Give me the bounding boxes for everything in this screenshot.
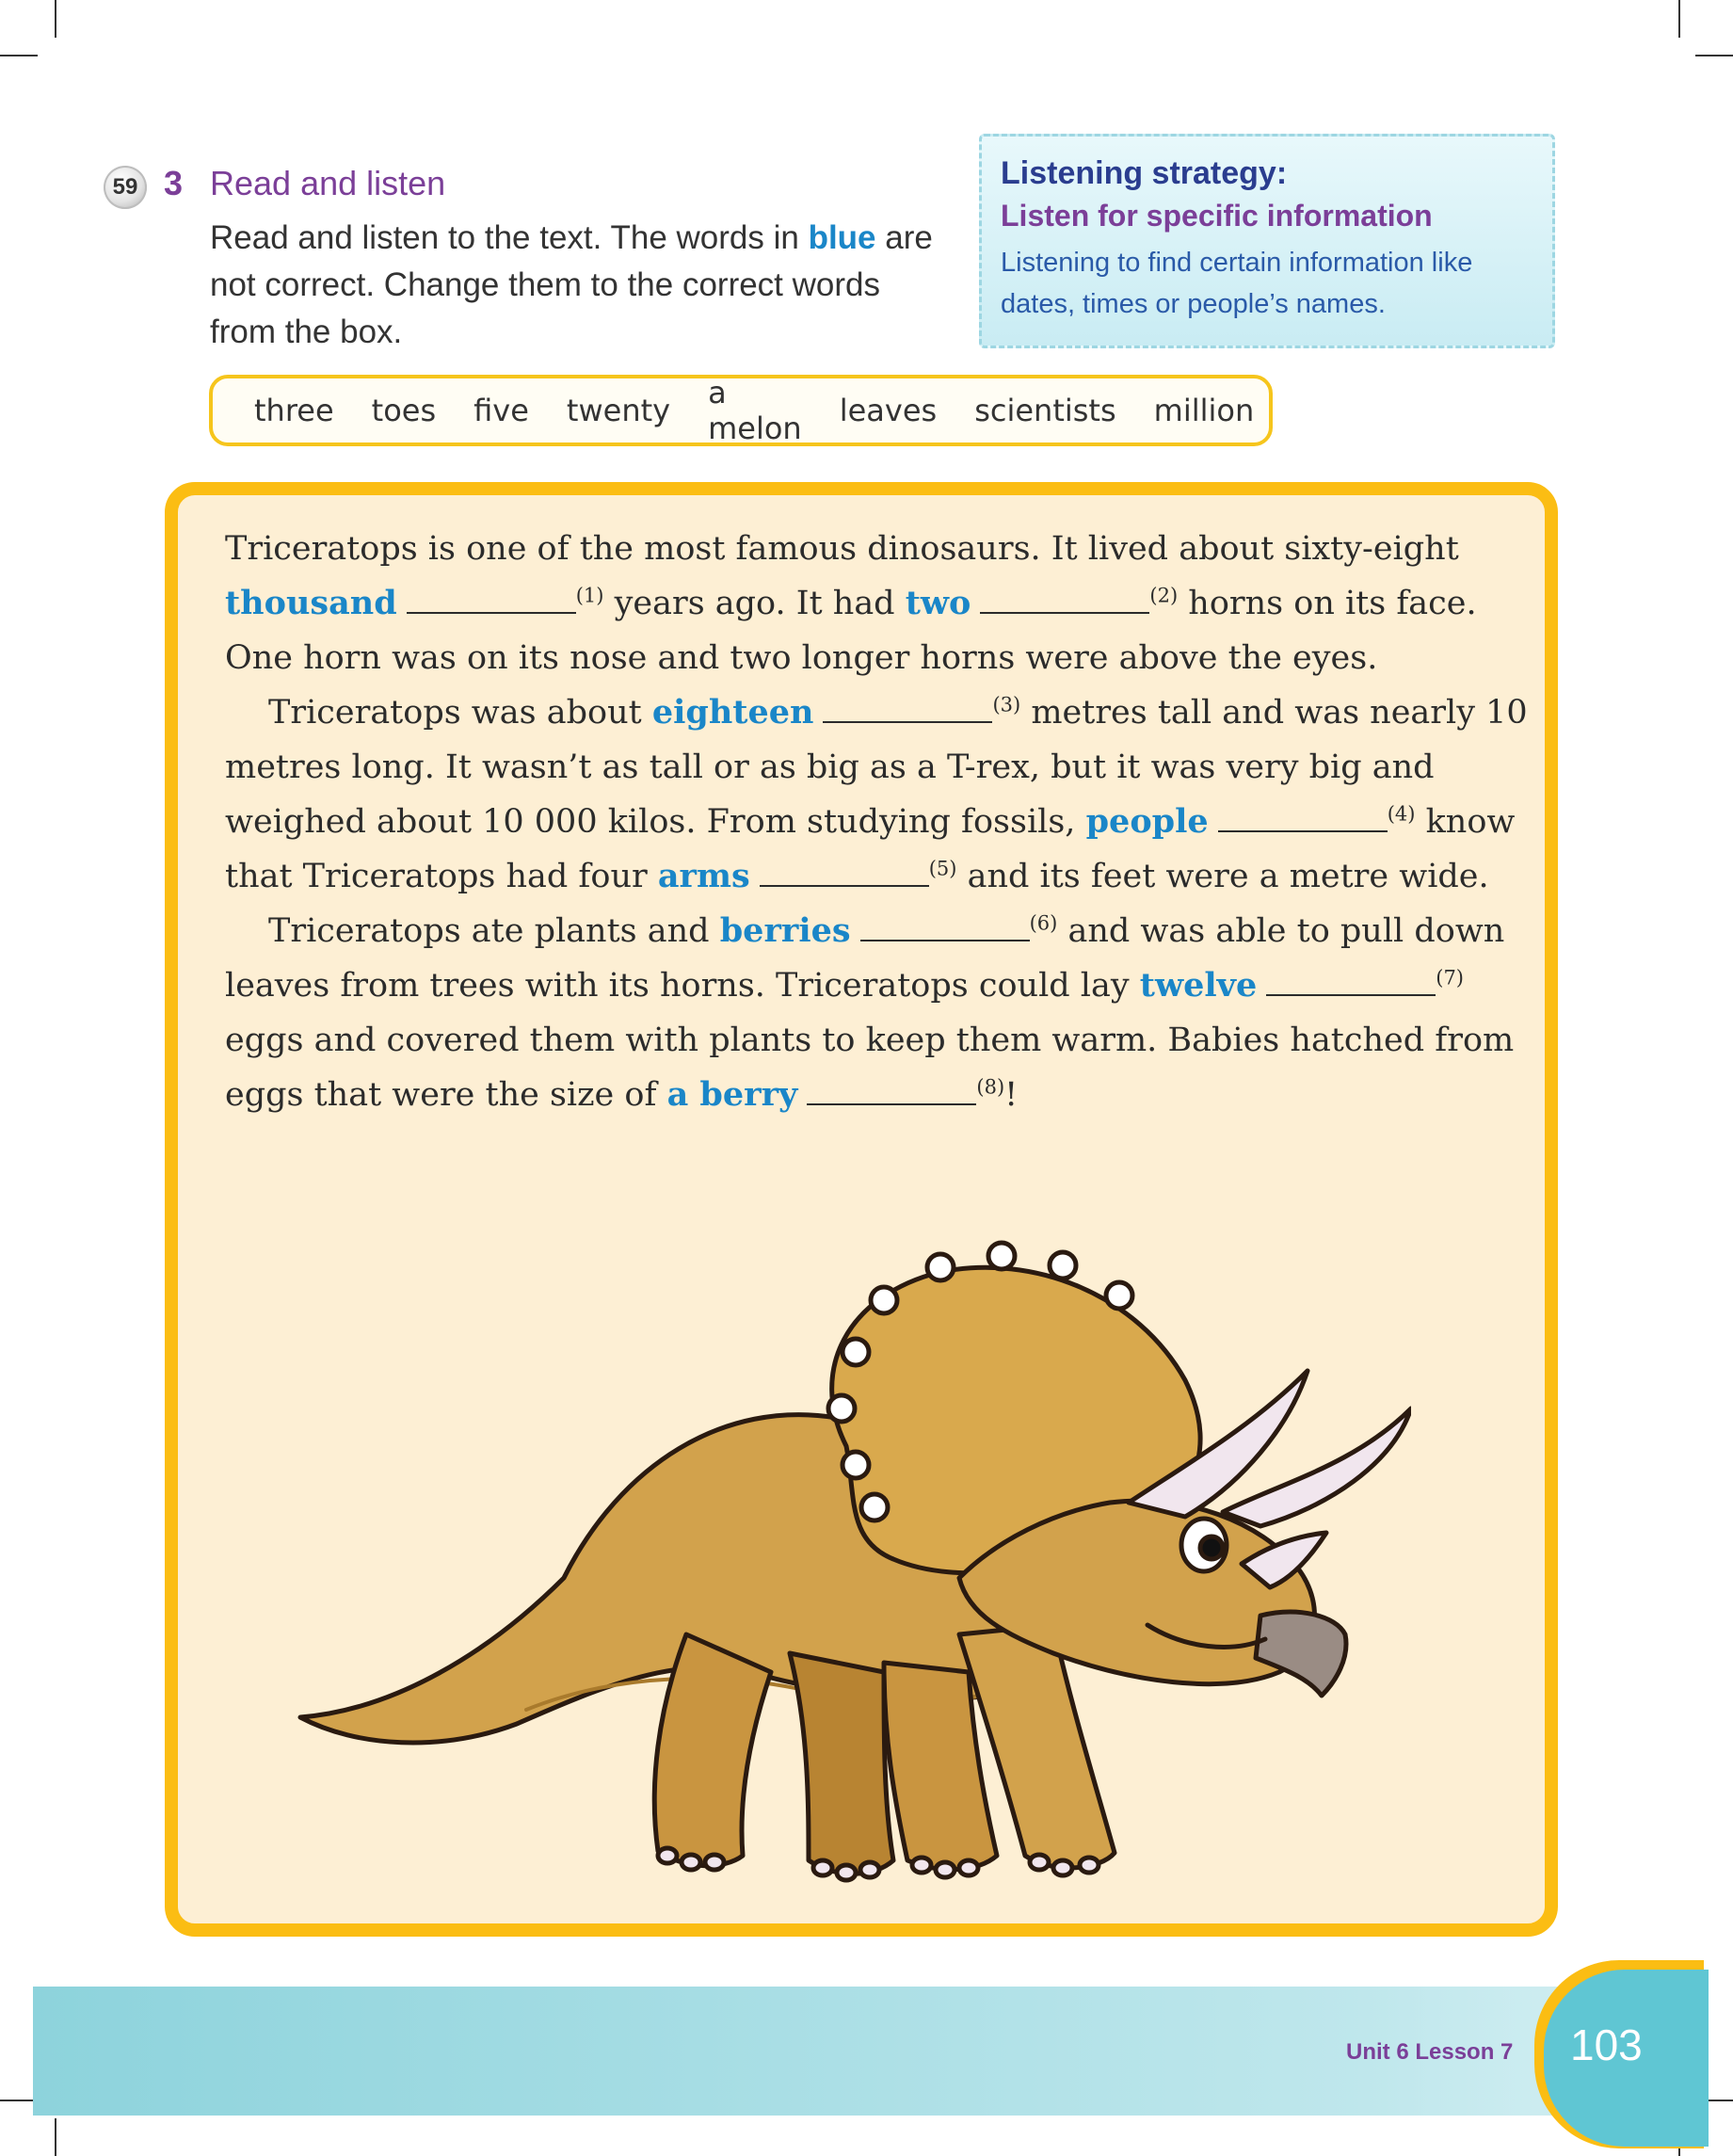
story-text: [225, 522, 1533, 1122]
story-text-run: years ago. It had: [614, 585, 895, 622]
dino-back-leg-far: [790, 1653, 893, 1874]
answer-blank[interactable]: [1266, 968, 1436, 996]
answer-blank[interactable]: [760, 859, 929, 887]
crop-mark: [55, 2118, 56, 2156]
story-text-run: horns on its face. One horn was on its nose and two longer horns were above the eyes.: [225, 585, 1477, 677]
story-text-run: eggs and covered them with plants to keep them warm. Babies hatched from eggs that were the size of: [225, 1022, 1515, 1114]
exercise-number: 3: [164, 164, 184, 202]
track-number: 59: [112, 174, 138, 200]
word-option[interactable]: twenty: [566, 393, 671, 428]
blank-number: (5): [928, 857, 957, 880]
incorrect-word: twelve: [1139, 966, 1258, 1005]
story-text-run: metres tall and was nearly 10 metres long. It wasn’t as tall or as big as a T-rex, but it was very big and weighed about 10 000 kilos. From studying fossils,: [225, 694, 1528, 841]
incorrect-word: arms: [657, 857, 750, 895]
word-option[interactable]: leaves: [839, 393, 938, 428]
strategy-title: Listening strategy:: [1001, 155, 1288, 191]
story-text-run: Triceratops was about: [268, 694, 642, 732]
strategy-subtitle: Listen for specific information: [1001, 199, 1433, 233]
story-text-run: !: [1004, 1076, 1019, 1114]
story-text-run: Triceratops is one of the most famous dinosaurs. It lived about sixty-eight: [225, 530, 1459, 568]
word-option[interactable]: million: [1153, 393, 1255, 428]
blank-number: (6): [1029, 911, 1058, 935]
exercise-title: Read and listen: [210, 164, 446, 202]
instructions: [210, 215, 954, 356]
story-paragraph: [225, 685, 1533, 904]
story-paragraph: [225, 522, 1533, 685]
blank-number: (3): [992, 693, 1021, 716]
triceratops-illustration: [281, 1183, 1411, 1926]
incorrect-word: eighteen: [651, 693, 814, 732]
answer-blank[interactable]: [860, 913, 1030, 941]
audio-track-icon[interactable]: [104, 166, 147, 209]
unit-lesson-label: Unit 6 Lesson 7: [1346, 2039, 1514, 2065]
strategy-box: [979, 134, 1555, 348]
blank-number: (1): [575, 584, 604, 607]
crop-mark: [0, 55, 38, 56]
incorrect-word: a berry: [666, 1075, 798, 1114]
answer-blank[interactable]: [980, 586, 1149, 614]
reading-panel: [165, 482, 1558, 1937]
crop-mark: [1678, 0, 1680, 38]
dino-beak: [1256, 1612, 1346, 1696]
incorrect-word: thousand: [225, 584, 397, 622]
story-text-run: and was able to pull down leaves from trees with its horns. Triceratops could lay: [225, 912, 1505, 1005]
instructions-blue-word: blue: [808, 219, 876, 256]
word-option[interactable]: scientists: [974, 393, 1116, 428]
crop-mark: [55, 0, 56, 38]
story-text-run: know that Triceratops had four: [225, 803, 1516, 895]
word-option[interactable]: three: [254, 393, 334, 428]
incorrect-word: people: [1085, 802, 1209, 841]
incorrect-word: two: [905, 584, 971, 622]
incorrect-word: berries: [719, 911, 851, 950]
answer-blank[interactable]: [823, 695, 992, 723]
exercise-header: [104, 162, 951, 218]
blank-number: (4): [1387, 802, 1416, 826]
crop-mark: [0, 2100, 38, 2101]
answer-blank[interactable]: [407, 586, 576, 614]
story-text-run: and its feet were a metre wide.: [967, 858, 1489, 895]
crop-mark: [1695, 55, 1733, 56]
story-paragraph: [225, 904, 1533, 1122]
blank-number: (7): [1436, 966, 1464, 990]
word-box: [209, 375, 1273, 446]
answer-blank[interactable]: [1218, 804, 1388, 832]
page-number: 103: [1570, 2020, 1643, 2069]
word-option[interactable]: five: [473, 393, 529, 428]
word-option[interactable]: toes: [371, 393, 437, 428]
answer-blank[interactable]: [807, 1077, 976, 1105]
instructions-text: are not correct. Change them to the correct words from the box.: [210, 219, 933, 350]
word-option[interactable]: a melon: [708, 375, 802, 446]
blank-number: (2): [1149, 584, 1179, 607]
story-text-run: Triceratops ate plants and: [268, 912, 710, 950]
blank-number: (8): [976, 1075, 1005, 1099]
instructions-text: Read and listen to the text. The words in: [210, 219, 799, 256]
strategy-description: Listening to find certain information like dates, times or people’s names.: [1001, 248, 1473, 319]
